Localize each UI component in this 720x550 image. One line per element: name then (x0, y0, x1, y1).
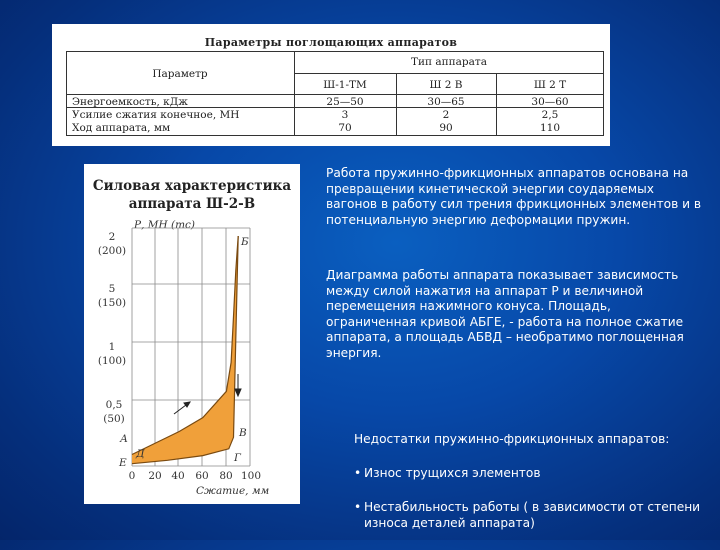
parameters-table (66, 51, 604, 137)
point-label-b: Б (241, 236, 249, 248)
paragraph-2-text: Диаграмма работы аппарата показывает зависимость между силой нажатия на аппарат Р и величиной перемещения нажимного конуса. Площадь, ограниченная кривой АБГЕ, - работа на полное сжатие аппарата, а площадь АБВД – необратимо поглощенная энергия. (326, 268, 684, 360)
table-cell: 110 (539, 122, 561, 134)
parameters-table-image (52, 24, 610, 146)
x-tick-label: 0 (128, 470, 136, 482)
disadvantages-header: Недостатки пружинно-фрикционных аппаратов: (354, 432, 670, 446)
x-tick-label: 20 (148, 470, 162, 482)
table-cell: 25—50 (326, 96, 364, 108)
x-tick-label: 40 (171, 470, 185, 482)
absorbed-energy-area (132, 236, 238, 464)
table-cell: 30—60 (531, 96, 569, 108)
x-axis-label: Сжатие, мм (196, 485, 270, 497)
disadvantages-section (354, 432, 714, 550)
chart-svg (84, 164, 300, 504)
list-item-text: Нестабильность работы ( в зависимости от степени износа деталей аппарата) (364, 500, 701, 530)
y-tick-label: 5 (108, 283, 116, 295)
y-tick-alt-label: (50) (103, 413, 125, 425)
table-title: Параметры поглощающих аппаратов (204, 36, 458, 49)
list-item (354, 500, 714, 531)
point-label-d: Д (136, 448, 145, 460)
description-paragraph-1 (326, 166, 704, 228)
chart-title-line-2: аппарата Ш-2-В (128, 196, 256, 212)
bullet-icon: • (354, 500, 362, 515)
row-label: Усилие сжатия конечное, МН (72, 109, 240, 121)
force-characteristic-chart (84, 164, 300, 504)
point-label-e: Е (119, 457, 127, 469)
column-header: Ш 2 Т (533, 79, 567, 91)
table-cell: 30—65 (427, 96, 465, 108)
y-tick-label: 1 (108, 341, 116, 353)
type-header: Тип аппарата (411, 56, 487, 68)
paragraph-1-text: Работа пружинно-фрикционных аппаратов основана на превращении кинетической энергии соударяемых вагонов в работу сил трения фрикционных элементов и в потенциальную энергию деформации пружин. (326, 166, 702, 227)
y-tick-alt-label: (200) (97, 245, 127, 257)
point-label-a: А (120, 433, 128, 445)
table-cell: 2,5 (541, 109, 559, 121)
arrow-down-icon (235, 389, 241, 396)
y-axis-label: Р, МН (тс) (134, 219, 196, 231)
row-label: Энергоемкость, кДж (72, 96, 188, 108)
y-tick-label: 2 (108, 231, 116, 243)
chart-title-line-1: Силовая характеристика (92, 178, 292, 194)
list-item-text: Износ трущихся элементов (364, 465, 541, 480)
table-cell: 70 (338, 122, 352, 134)
table-cell: 2 (442, 109, 450, 121)
x-tick-label: 80 (219, 470, 233, 482)
point-label-g: Г (234, 452, 241, 464)
point-label-v: В (239, 427, 247, 439)
list-item (354, 466, 714, 482)
row-label: Ход аппарата, мм (72, 122, 171, 134)
description-paragraph-2 (326, 268, 704, 362)
table-cell: 90 (439, 122, 453, 134)
y-tick-alt-label: (100) (97, 355, 127, 367)
param-header: Параметр (152, 68, 208, 80)
x-tick-label: 60 (195, 470, 209, 482)
table-cell: 3 (341, 109, 349, 121)
x-tick-label: 100 (240, 470, 262, 482)
bullet-icon: • (354, 465, 362, 480)
column-header: Ш 2 В (429, 79, 463, 91)
y-tick-alt-label: (150) (97, 297, 127, 309)
column-header: Ш-1-ТМ (323, 79, 367, 91)
y-tick-label: 0,5 (105, 399, 123, 411)
